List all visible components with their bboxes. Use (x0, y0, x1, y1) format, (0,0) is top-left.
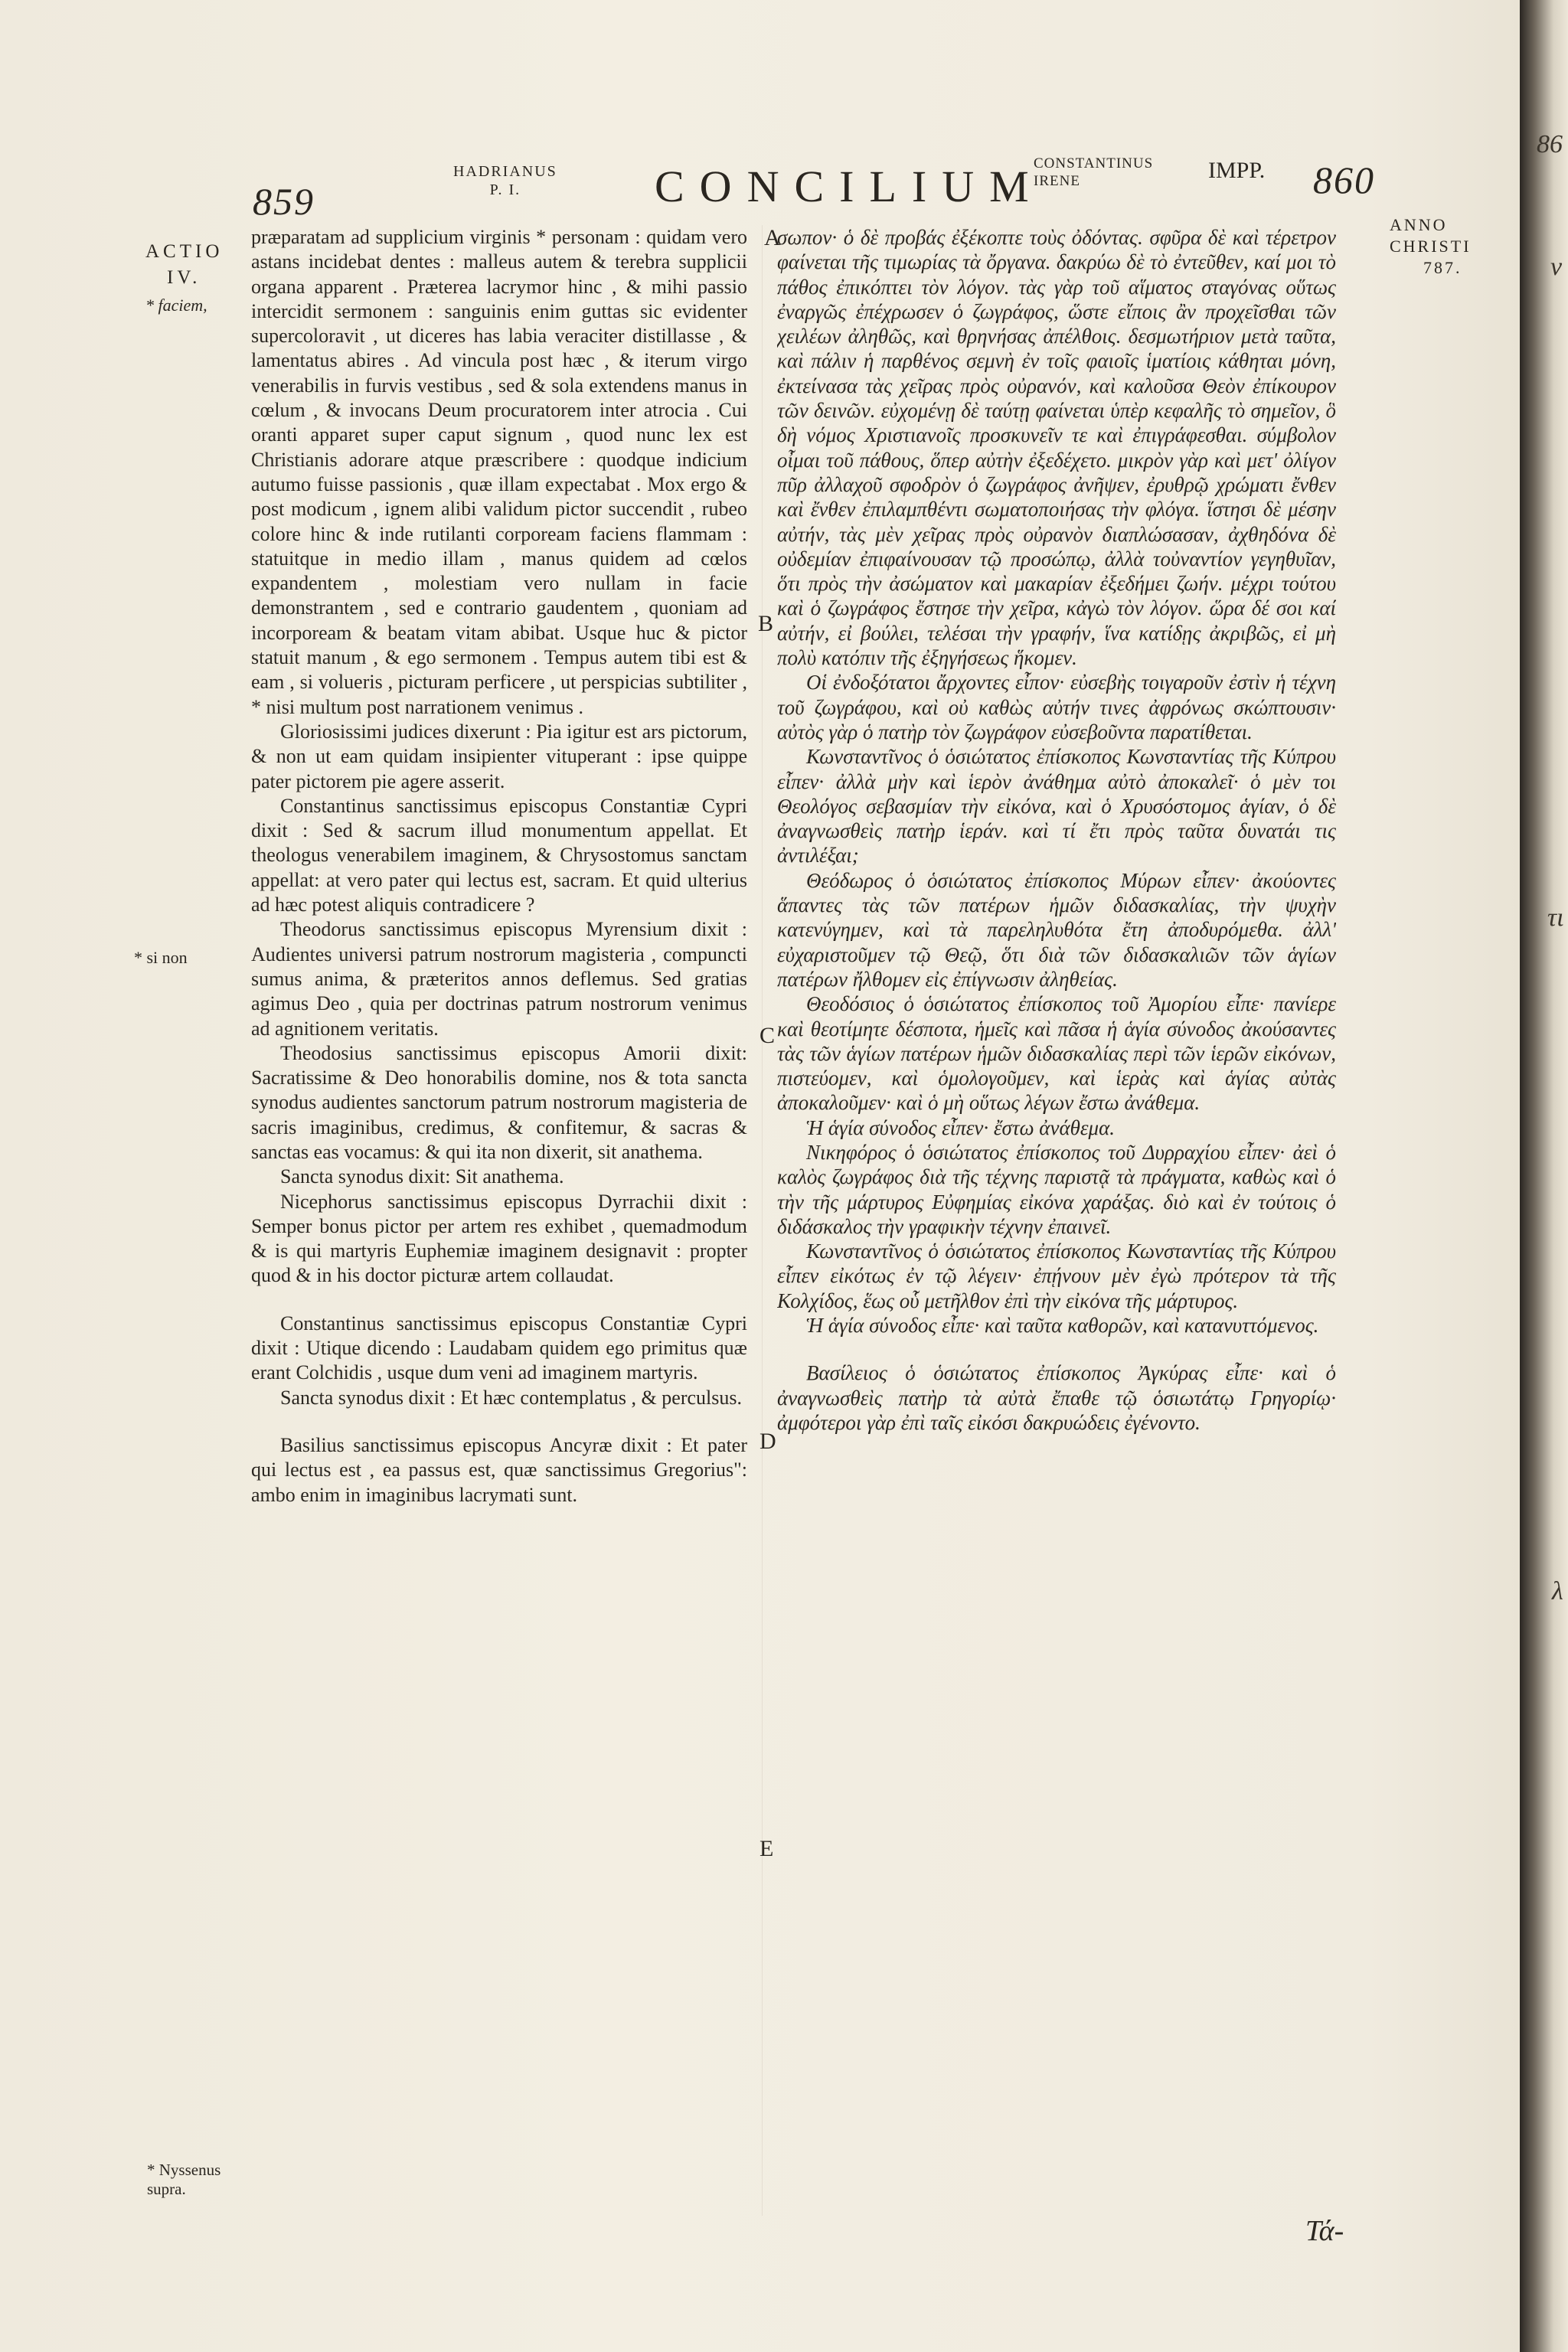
greek-paragraph: Ἡ ἁγία σύνοδος εἶπε· καὶ ταῦτα καθορῶν, καὶ κατανυττόμενος. (806, 1314, 1319, 1338)
header-title: CONCILIUM (655, 162, 1044, 211)
greek-paragraph: Κωνσταντῖνος ὁ ὁσιώτατος ἐπίσκοπος Κωνσταντίας τῆς Κύπρου εἶπεν· ἀλλὰ μὴν καὶ ἱερὸν ἀνάθημα αὐτὸ ἀποκαλεῖ· ὁ μὲν τοι Θεολόγος σεβασμίαν τὴν εἰκόνα, καὶ ὁ Χρυσόστομος ἁγίαν, ὁ δὲ ἀναγνωσθεὶς πατὴρ ἱεράν. καὶ τί ἔτι πρὸς ταῦτα δυνατάι τις ἀντιλέξαι; (777, 745, 1336, 867)
edge-fragment: ν (1550, 253, 1563, 281)
greek-paragraph: Θεοδόσιος ὁ ὁσιώτατος ἐπίσκοπος τοῦ Ἀμορίου εἶπε· πανίερε καὶ θεοτίμητε δέσποτα, ἡμεῖς καὶ πᾶσα ἡ ἁγία σύνοδος ἀκούσαντες τὰς τῶν ἁγίων πατέρων ἡμῶν διδασκαλίας περὶ τῶν ἱερῶν εἰκόνων, πιστεύομεν, καὶ ὁμολογοῦμεν, καὶ ἱερὰς καὶ ἁγίας αὐτὰς ἀποκαλοῦμεν· καὶ ὁ μὴ οὕτως λέγων ἔστω ἀνάθεμα. (777, 992, 1336, 1115)
margin-actio-label: ACTIO (145, 241, 224, 262)
greek-column (777, 225, 1336, 2216)
latin-paragraph: Nicephorus sanctissimus episcopus Dyrrachii dixit : Semper bonus pictor per artem res exhibet , quemadmodum & is qui martyris Euphemiæ imaginem designavit : propter quod & in his doctor picturæ artem collaudat. (251, 1190, 747, 1287)
greek-paragraph: Θεόδωρος ὁ ὁσιώτατος ἐπίσκοπος Μύρων εἶπεν· ἀκούοντες ἅπαντες τὰς τῶν πατέρων ἡμῶν διδασκαλίας, τὴν ψυχὴν κατενύγημεν, καὶ τὰ παρεληλυθότα ἔτη ἀποδυρόμεθα. ἀλλ' εὐχαριστοῦμεν τῷ Θεῷ, ὅτι διὰ τῶν διδασκαλιῶν τῶν ἁγίων πατέρων ἤλθομεν εἰς ἐπίγνωσιν ἀληθείας. (777, 868, 1336, 991)
header-pope (453, 162, 557, 199)
margin-christi: CHRISTI (1390, 237, 1472, 256)
latin-paragraph: Constantinus sanctissimus episcopus Constantiæ Cypri dixit : Sed & sacrum illud monumentum appellat. Et theologus venerabilem imaginem, & Chrysostomus sanctam appellat: at vero pater qui lectus est, sacram. Et quid ulterius ad hæc potest aliquis contradicere ? (251, 794, 747, 916)
latin-paragraph: Gloriosissimi judices dixerunt : Pia igitur est ars pictorum, & non ut eam quidam insipienter vituperant : ipse quippe pater pictorem pie agere asserit. (251, 720, 747, 792)
margin-note-faciem: * faciem, (145, 296, 207, 315)
margin-nyssenus: * Nyssenus (147, 2161, 221, 2179)
margin-year: 787. (1423, 258, 1462, 277)
section-letter-b: B (758, 611, 774, 636)
running-header (0, 145, 1520, 223)
latin-paragraph: præparatam ad supplicium virginis * personam : quidam vero astans incidebat dentes : malleus autem & terebra supplicii organa apparent . Præterea lacrymor hinc , & mihi passio intercidit sermonem : sanguinis enim guttas sic evidenter supercoloravit , ut diceres has labia veraciter distillasse , & lamentatus abires . Ad vincula post hæc , & iterum virgo venerabilis in furvis vestibus , sed & sola extendens manus in cœlum , & invocans Deum procuratorem inter atrocia . Cui oranti apparet super caput signum , quod nunc lex est Christianis adorare atque præscribere : quodque indicium autumo fuisse passionis , quæ illam expectabat . Mox ergo & post modicum , ignem alibi validum pictor succendit , rubeo colore hinc & inde rutilanti corpoream faciens flammam : statuitque in medio illam , manus quidem ad cœlos expandentem , molestiam vero nullam in facie demonstrantem , sed e contrario gaudentem , quoniam ad incorpoream & beatam vitam abibat. Usque huc & pictor statuit manum , & ego sermonem . Tempus autem tibi est & eam , si volueris , picturam perficere , ut perspicias subtiliter , * nisi multum post narrationem venimus . (251, 226, 747, 718)
section-letter-c: C (760, 1023, 776, 1048)
greek-paragraph: Βασίλειος ὁ ὁσιώτατος ἐπίσκοπος Ἀγκύρας εἶπε· καὶ ὁ ἀναγνωσθεὶς πατὴρ τὰ αὐτὰ ἔπαθε τῷ ὁσιωτάτῳ Γρηγορίῳ· ἀμφότεροι γὰρ ἐπὶ ταῖς εἰκόσι δακρυώδεις ἐγένοντο. (777, 1361, 1336, 1434)
latin-paragraph: Constantinus sanctissimus episcopus Constantiæ Cypri dixit : Utique dicendo : Laudabam quidem ego primitus quæ erant Colchidis , usque dum veni ad imaginem martyris. (251, 1312, 747, 1384)
latin-paragraph: Sancta synodus dixit : Et hæc contemplatus , & perculsus. (280, 1386, 742, 1409)
edge-fragment: 86 (1537, 130, 1563, 158)
margin-supra: supra. (147, 2180, 186, 2198)
page-number-right: 860 (1313, 158, 1375, 201)
section-letter-d: D (760, 1429, 776, 1454)
margin-note-si-non: * si non (134, 948, 188, 967)
greek-paragraph: Κωνσταντῖνος ὁ ὁσιώτατος ἐπίσκοπος Κωνσταντίας τῆς Κύπρου εἶπεν εἰκότως ἐν τῷ λέγειν· ἐπῄνουν μὲν ἐγὼ πρότερον τὰ τῆς Κολχίδος, ἕως οὗ μετῆλθον ἐπὶ τὴν εἰκόνα τῆς μάρτυρος. (777, 1240, 1336, 1312)
margin-actio (145, 239, 223, 291)
greek-paragraph: Οἱ ἐνδοξότατοι ἄρχοντες εἶπον· εὐσεβὴς τοιγαροῦν ἐστὶν ἡ τέχνη τοῦ ζωγράφου, καὶ οὐ καθὼς αὐτήν τινες ἀφρόνως σκώπτουσιν· αὐτὸς γὰρ ὁ πατὴρ τὸν ζωγράφον εὐσεβοῦντα παρατίθεται. (777, 671, 1336, 743)
header-emperors (1034, 155, 1153, 190)
margin-anno: ANNO (1390, 215, 1448, 234)
greek-paragraph: Ἡ ἁγία σύνοδος εἶπεν· ἔστω ἀνάθεμα. (806, 1116, 1115, 1139)
latin-paragraph: Theodorus sanctissimus episcopus Myrensium dixit : Audientes universi patrum nostrorum magisteria , compuncti sumus anima, & præteritos annos deflemus. Sed gratias agimus Deo , quia per doctrinas patrum nostrorum venimus ad agnitionem veritatis. (251, 918, 747, 1040)
latin-paragraph: Sancta synodus dixit: Sit anathema. (280, 1165, 564, 1188)
margin-anno-christi (1390, 214, 1472, 279)
latin-paragraph: Basilius sanctissimus episcopus Ancyræ dixit : Et pater qui lectus est , ea passus est, quæ sanctissimus Gregorius": ambo enim in imaginibus lacrymati sunt. (251, 1433, 747, 1506)
header-pope-number: P. I. (489, 181, 521, 198)
latin-paragraph: Theodosius sanctissimus episcopus Amorii dixit: Sacratissime & Deo honorabilis domine, nos & tota sancta synodus audientes sanctorum patrum nostrorum magisteria de sacris imaginibus, credimus, & confitemur, & sacras & sanctas eas vocamus: & qui ita non dixerit, sit anathema. (251, 1041, 747, 1163)
catchword: Τά- (1305, 2215, 1344, 2247)
greek-paragraph: σωπον· ὁ δὲ προβάς ἐξέκοπτε τοὺς ὀδόντας. σφῦρα δὲ καὶ τέρετρον φαίνεται τῆς τιμωρίας τὰ ὄργανα. δακρύω δὲ τὸ ἐντεῦθεν, καί μοι τὸ πάθος ἐπικόπτει τὸν λόγον. τὰς γὰρ τοῦ αἵματος σταγόνας οὕτως ἐναργῶς ἐπέχρωσεν ὁ ζωγράφος, ὥστε εἴποις ἂν προχεῖσθαι τῶν χειλέων ἀληθῶς, καὶ θρηνήσας ἀπέλθοις. δεσμωτήριον μετὰ ταῦτα, καὶ πάλιν ἡ παρθένος σεμνὴ ἐν τοῖς φαιοῖς ἱματίοις κάθηται μόνη, ἐκτείνασα τὰς χεῖρας πρὸς οὐρανόν, καὶ καλοῦσα Θεὸν ἐπίκουρον τῶν δεινῶν. εὐχομένῃ δὲ ταύτῃ φαίνεται ὑπὲρ κεφαλῆς τὸ σημεῖον, ὃ δὴ νόμος Χριστιανοῖς προσκυνεῖν τε καὶ ἐπιγράφεσθαι. σύμβολον οἶμαι τοῦ πάθους, ὅπερ αὐτὴν ἐξεδέχετο. μικρὸν γὰρ καὶ μετ' ὀλίγον πῦρ ἀλλαχοῦ σφοδρὸν ὁ ζωγράφος ἀνῆψεν, ἐρυθρῷ χρώματι ἔνθεν καὶ ἔνθεν ἐπιλαμπθέντι σωματοποιήσας τὴν φλόγα. ἵστησι δὲ μέσην αὐτήν, τὰς μὲν χεῖρας πρὸς οὐρανὸν διαπλώσασαν, ἀχθηδόνα δὲ οὐδεμίαν ἐπιφαίνουσαν τῷ προσώπῳ, ἀλλὰ τοὐναντίον γεγηθυῖαν, ὅτι πρὸς τὴν ἀσώματον καὶ μακαρίαν ἐξεδήμει ζωήν. μέχρι τούτου καὶ ὁ ζωγράφος ἔστησε τὴν χεῖρα, κἀγὼ τὸν λόγον. ὥρα δέ σοι καί αὐτήν, εἰ βούλει, τελέσαι τὴν γραφήν, ἵνα κατίδῃς ἀκριβῶς, εἰ μὴ πολὺ κατόπιν τῆς ἐξηγήσεως ἥκομεν. (777, 226, 1336, 670)
edge-fragment: λ (1552, 1577, 1563, 1606)
page-number-left: 859 (253, 180, 315, 223)
header-impp: IMPP. (1208, 158, 1266, 183)
edge-fragment: τι (1547, 903, 1564, 932)
margin-note-nyssenus (147, 2161, 220, 2199)
header-constantinus: CONSTANTINUS (1034, 155, 1154, 172)
column-divider (762, 225, 763, 2216)
header-hadrianus: HADRIANUS (453, 163, 557, 180)
greek-paragraph: Νικηφόρος ὁ ὁσιώτατος ἐπίσκοπος τοῦ Δυρραχίου εἶπεν· ἀεὶ ὁ καλὸς ζωγράφος διὰ τῆς τέχνης παριστᾷ τὰ πράγματα, καθὼς καὶ ὁ τὴν τῆς μάρτυρος Εὐφημίας εἰκόνα χαράξας. διὸ καὶ ἐν τούτοις ὁ διδάσκαλος τὴν γραφικὴν τέχνην ἐπαινεῖ. (777, 1140, 1336, 1238)
header-irene: IRENE (1034, 173, 1080, 189)
margin-actio-number: IV. (167, 267, 201, 288)
section-letter-e: E (760, 1836, 774, 1861)
latin-column (251, 225, 747, 2216)
section-letter-a: A (764, 225, 781, 250)
next-page-edge (1520, 0, 1568, 2352)
